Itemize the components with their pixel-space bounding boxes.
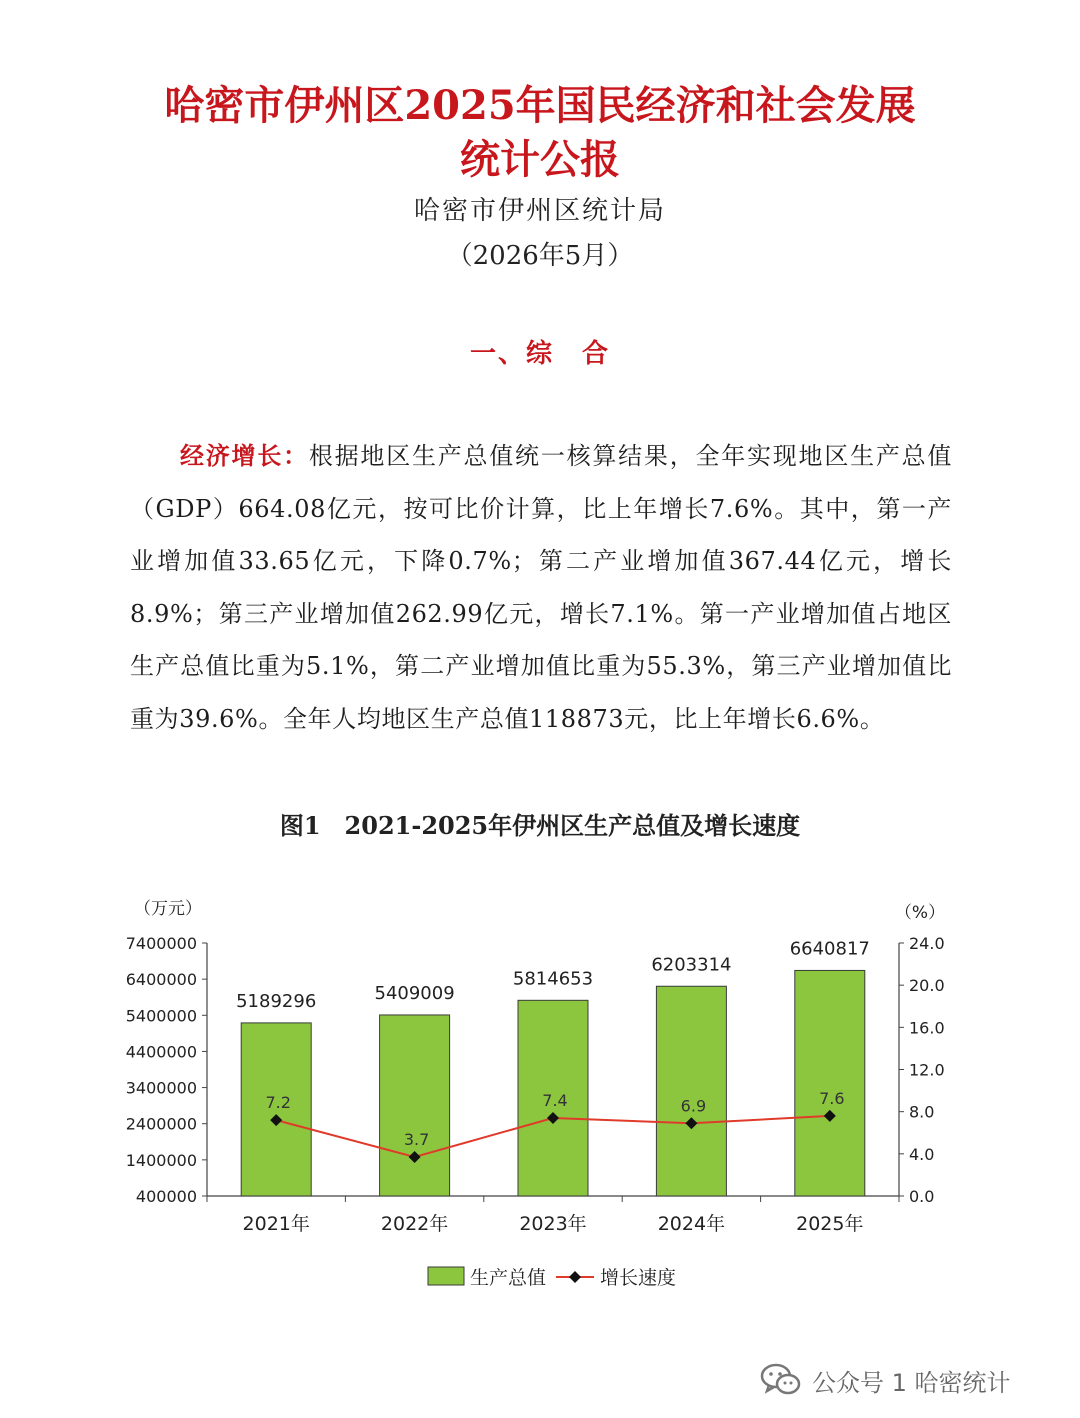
right-axis-unit: （%）	[894, 903, 946, 923]
footer-watermark	[760, 1360, 1011, 1400]
left-tick-label: 2400000	[125, 1114, 197, 1134]
left-tick-label: 5400000	[125, 1006, 197, 1026]
left-axis-unit: （万元）	[134, 899, 202, 919]
right-tick-label: 24.0	[909, 934, 945, 953]
bar-value-label: 5814653	[512, 968, 594, 990]
bar-value-label: 6640817	[789, 938, 870, 960]
legend-swatch-gdp	[428, 1267, 464, 1285]
document-title-line1: 哈密市伊州区2025年国民经济和社会发展	[164, 82, 916, 129]
growth-value-label: 6.9	[680, 1096, 707, 1116]
bar-value-label: 6203314	[651, 954, 732, 976]
growth-value-label: 3.7	[403, 1129, 430, 1149]
right-tick-label: 20.0	[909, 976, 945, 996]
left-tick-label: 400000	[135, 1187, 197, 1206]
gdp-bar	[656, 986, 726, 1196]
x-tick-label: 2024年	[657, 1213, 726, 1235]
growth-value-label: 7.6	[819, 1088, 845, 1108]
legend-marker-growth	[569, 1271, 581, 1283]
gdp-bar	[380, 1015, 450, 1196]
paragraph-lead: 经济增长：	[180, 441, 309, 470]
x-tick-label: 2021年	[242, 1213, 310, 1235]
right-tick-label: 0.0	[909, 1187, 935, 1206]
right-tick-label: 12.0	[909, 1060, 945, 1080]
x-tick-label: 2025年	[796, 1213, 864, 1235]
paragraph-body: 根据地区生产总值统一核算结果，全年实现地区生产总值（GDP）664.08亿元，按可比价计算，比上年增长7.6%。其中，第一产业增加值33.65亿元，下降0.7%；第二产业增加值367.44亿元，增长8.9%；第三产业增加值262.99亿元，增长7.1%。第一产业增加值占地区生产总值比重为5.1%，第二产业增加值比重为55.3%，第三产业增加值比重为39.6%。全年人均地区生产总值118873元，比上年增长6.6%。	[130, 442, 953, 733]
legend-label-growth: 增长速度	[600, 1267, 677, 1289]
figure-title: 图1 2021-2025年伊州区生产总值及增长速度	[279, 811, 801, 840]
gdp-bars	[241, 970, 865, 1196]
bar-value-label: 5189296	[236, 990, 317, 1012]
section-heading: 一、综 合	[469, 339, 610, 369]
footer-text: 公众号 1 哈密统计	[812, 1368, 1011, 1397]
left-tick-label: 4400000	[125, 1042, 197, 1062]
x-tick-label: 2023年	[519, 1213, 587, 1235]
gdp-growth-chart	[0, 860, 1080, 1320]
chart-legend	[428, 1267, 676, 1289]
x-tick-label: 2022年	[380, 1213, 449, 1235]
gdp-bar	[795, 970, 865, 1196]
document-title-line2: 统计公报	[460, 136, 620, 183]
right-tick-label: 4.0	[909, 1144, 935, 1164]
left-tick-label: 1400000	[125, 1150, 197, 1170]
right-tick-label: 16.0	[909, 1018, 945, 1038]
legend-label-gdp: 生产总值	[470, 1267, 547, 1289]
document-author: 哈密市伊州区统计局	[413, 196, 666, 226]
bar-value-label: 5409009	[374, 982, 455, 1004]
right-tick-label: 8.0	[909, 1102, 935, 1122]
left-tick-label: 6400000	[125, 970, 197, 990]
left-tick-label: 3400000	[125, 1078, 197, 1098]
growth-value-label: 7.4	[542, 1090, 568, 1110]
left-tick-label: 7400000	[125, 934, 197, 953]
growth-value-label: 7.2	[265, 1093, 291, 1113]
economic-growth-paragraph	[130, 430, 952, 745]
wechat-icon	[760, 1362, 802, 1398]
document-date: （2026年5月）	[446, 241, 634, 271]
